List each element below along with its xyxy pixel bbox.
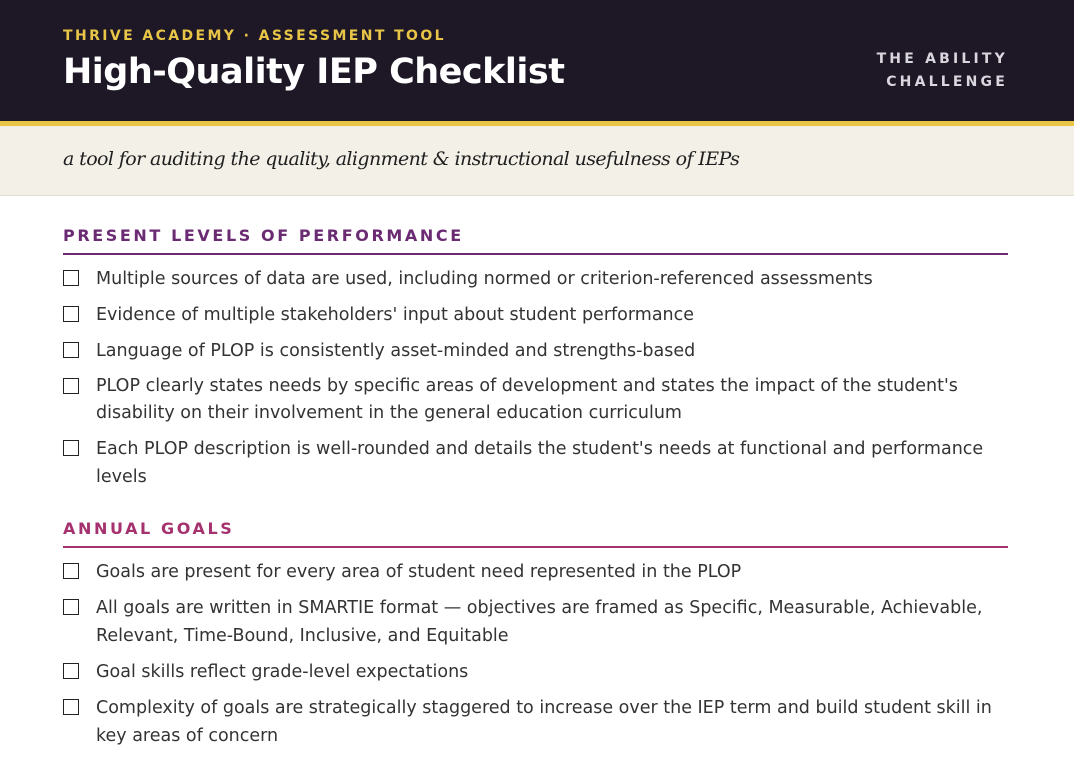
section-annual-goals — [63, 519, 1008, 750]
checklist-item — [63, 301, 1008, 329]
checklist-item-text: PLOP clearly states needs by specific areas of development and states the impact of the student's disability on their involvement in the general education curriculum — [96, 376, 958, 423]
checklist-item — [63, 337, 1008, 365]
section-present-levels — [63, 226, 1008, 491]
checkbox[interactable] — [63, 699, 79, 715]
subtitle-text: a tool for auditing the quality, alignment & instructional usefulness of IEPs — [63, 148, 740, 170]
checkbox[interactable] — [63, 342, 79, 358]
checklist-item-text: Goal skills reflect grade-level expectations — [96, 662, 469, 682]
checkbox[interactable] — [63, 599, 79, 615]
checkbox[interactable] — [63, 440, 79, 456]
checklist — [63, 265, 1008, 491]
checkbox[interactable] — [63, 270, 79, 286]
checklist-item — [63, 594, 1008, 650]
checkbox[interactable] — [63, 663, 79, 679]
brand-line-2: CHALLENGE — [886, 74, 1008, 90]
checklist-item-text: All goals are written in SMARTIE format — objectives are framed as Specific, Measurable, Achievable, Relevant, Time-Bound, Inclusive, and Equitable — [96, 598, 983, 646]
section-heading: ANNUAL GOALS — [63, 519, 1008, 548]
checklist-item-text: Evidence of multiple stakeholders' input about student performance — [96, 305, 695, 325]
checklist-item-text: Language of PLOP is consistently asset-minded and strengths-based — [96, 341, 696, 361]
eyebrow-label: THRIVE ACADEMY · ASSESSMENT TOOL — [63, 28, 446, 44]
checklist-item — [63, 265, 1008, 293]
page-title: High-Quality IEP Checklist — [63, 52, 565, 92]
checklist-item — [63, 558, 1008, 586]
checklist-item — [63, 694, 1008, 750]
section-heading: PRESENT LEVELS OF PERFORMANCE — [63, 226, 1008, 255]
checklist-item-text: Complexity of goals are strategically staggered to increase over the IEP term and build student skill in key areas of concern — [96, 698, 992, 746]
checklist-item — [63, 658, 1008, 686]
checklist-item-text: Multiple sources of data are used, including normed or criterion-referenced assessments — [96, 269, 873, 289]
checklist-item-text: Goals are present for every area of student need represented in the PLOP — [96, 562, 742, 582]
brand-line-1: THE ABILITY — [876, 51, 1008, 67]
checklist-item-text: Each PLOP description is well-rounded and details the student's needs at functional and performance levels — [96, 439, 984, 487]
checkbox[interactable] — [63, 306, 79, 322]
checklist-item — [63, 373, 1008, 427]
checkbox[interactable] — [63, 378, 79, 394]
checklist-item — [63, 435, 1008, 491]
header-banner — [0, 0, 1074, 126]
brand-logo-text — [877, 48, 1008, 94]
checklist — [63, 558, 1008, 750]
checkbox[interactable] — [63, 563, 79, 579]
